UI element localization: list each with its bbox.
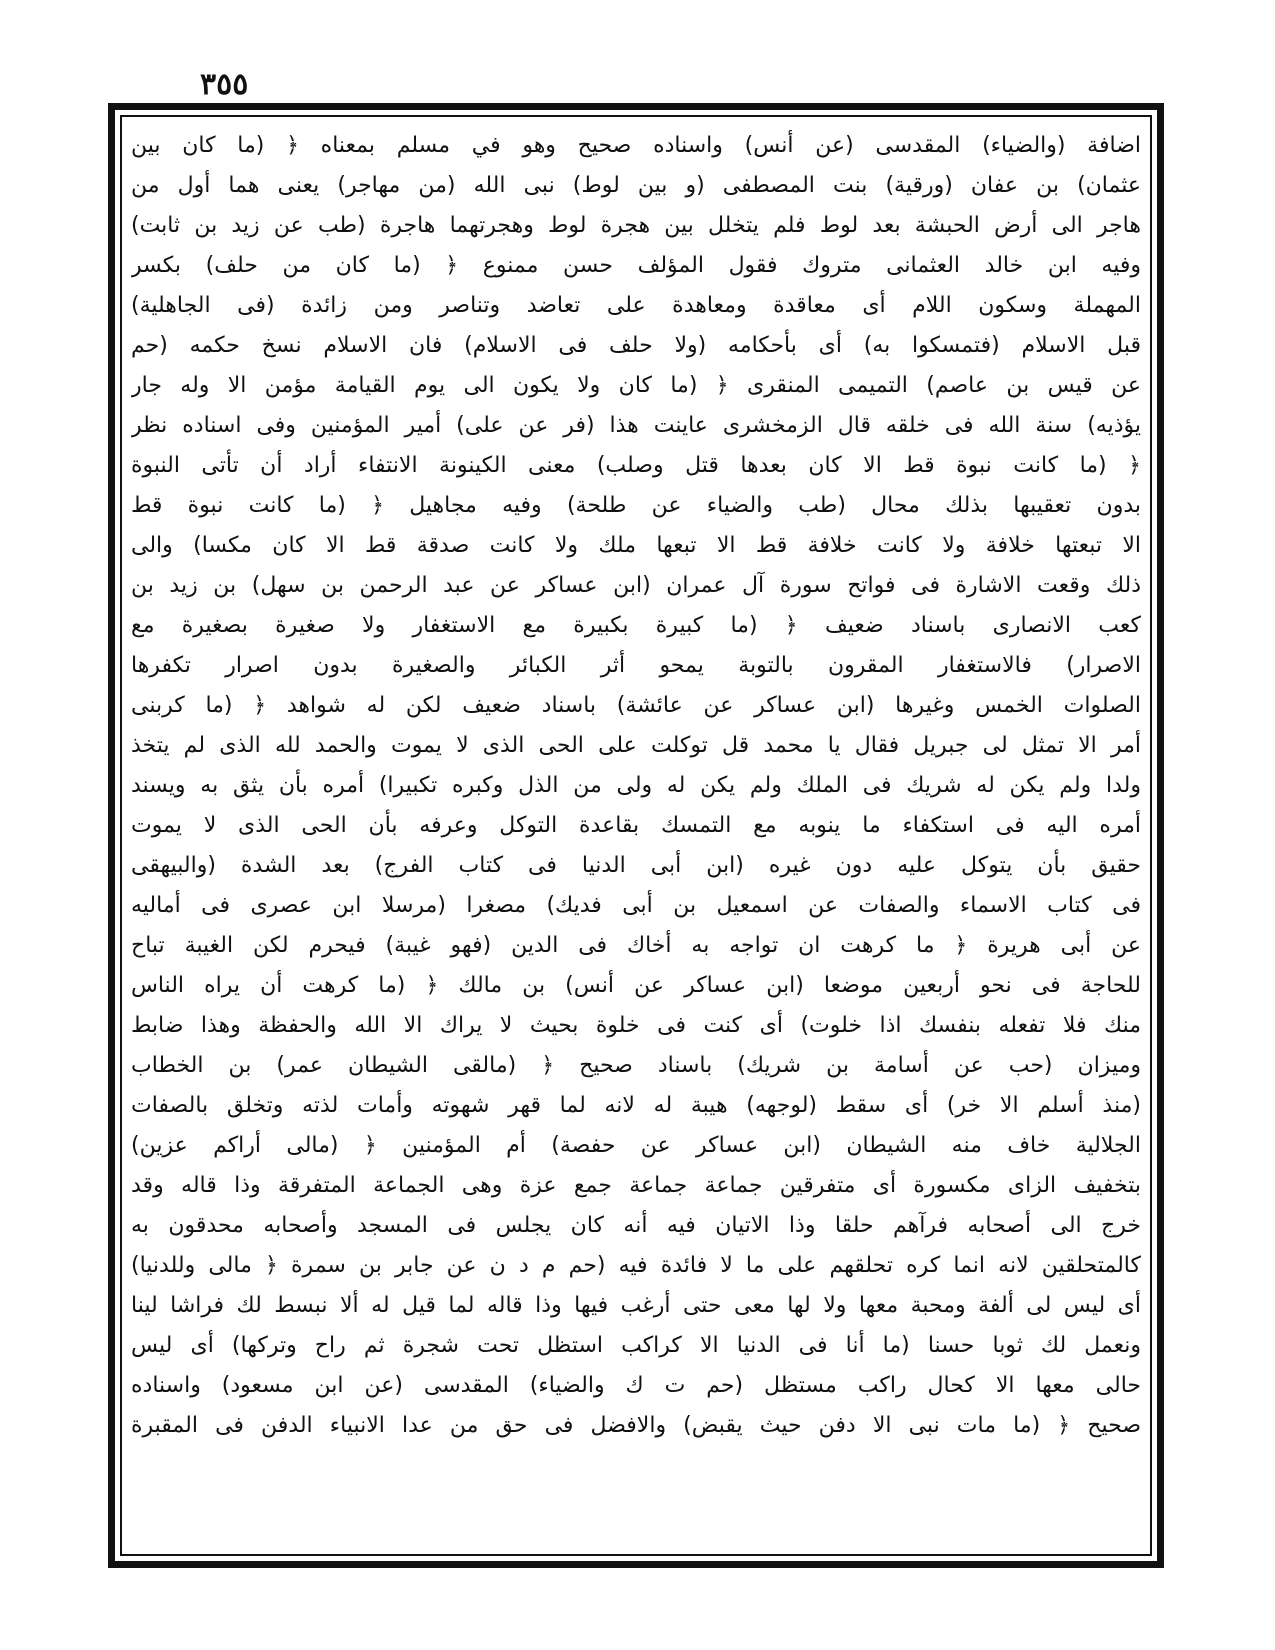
- text-line: وفيه ابن خالد العثمانى متروك فقول المؤلف حسن ممنوع ﴿ (ما كان من حلف) بكسر: [131, 253, 1141, 278]
- text-line: خرج الى أصحابه فرآهم حلقا وذا الاتيان فيه أنه كان يجلس فى المسجد وأصحابه محدقون به: [131, 1213, 1141, 1238]
- text-line: ولدا ولم يكن له شريك فى الملك ولم يكن له ولى من الذل وكبره تكبيرا) أمره بأن يثق به ويسند: [131, 773, 1141, 798]
- text-line: الجلالية خاف منه الشيطان (ابن عساكر عن حفصة) أم المؤمنين ﴿ (مالى أراكم عزين): [131, 1133, 1141, 1158]
- text-line: يؤذيه) سنة الله فى خلقه قال الزمخشرى عاينت هذا (فر عن على) أمير المؤمنين وفى اسناده نظر: [131, 413, 1141, 438]
- page-frame: [108, 103, 1164, 1568]
- text-line: هاجر الى أرض الحبشة بعد لوط فلم يتخلل بين هجرة لوط وهجرتهما هاجرة (طب عن زيد بن ثابت): [131, 213, 1141, 238]
- text-line: فى كتاب الاسماء والصفات عن اسمعيل بن أبى فديك) مصغرا (مرسلا ابن عصرى فى أماليه: [131, 893, 1141, 918]
- text-line: كالمتحلقين لانه انما كره تحلقهم على ما لا فائدة فيه (حم م د ن عن جابر بن سمرة ﴿ مالى وللدنيا): [131, 1253, 1141, 1278]
- text-line: ذلك وقعت الاشارة فى فواتح سورة آل عمران (ابن عساكر عن عبد الرحمن بن سهل) بن زيد بن: [131, 573, 1141, 598]
- text-line: أى ليس لى ألفة ومحبة معها ولا لها معى حتى أرغب فيها وذا قاله لما قيل له ألا نبسط لك فراشا لينا: [131, 1293, 1141, 1318]
- text-line: بدون تعقيبها بذلك محال (طب والضياء عن طلحة) وفيه مجاهيل ﴿ (ما كانت نبوة قط: [131, 493, 1141, 518]
- text-line: الاصرار) فالاستغفار المقرون بالتوبة يمحو أثر الكبائر والصغيرة بدون اصرار تكفرها: [131, 653, 1141, 678]
- text-line: أمر الا تمثل لى جبريل فقال يا محمد قل توكلت على الحى الذى لا يموت والحمد لله الذى لم يتخذ: [131, 733, 1141, 758]
- text-line: بتخفيف الزاى مكسورة أى متفرقين جماعة جماعة جمع عزة وهى الجماعة المتفرقة وذا قاله وقد: [131, 1173, 1141, 1198]
- text-line: قبل الاسلام (فتمسكوا به) أى بأحكامه (ولا حلف فى الاسلام) فان الاسلام نسخ حكمه (حم: [131, 333, 1141, 358]
- text-line: ونعمل لك ثوبا حسنا (ما أنا فى الدنيا الا كراكب استظل تحت شجرة ثم راح وتركها) أى ليس: [131, 1333, 1141, 1358]
- text-line: الا تبعتها خلافة ولا كانت خلافة قط الا تبعها ملك ولا كانت صدقة قط الا كان مكسا) والى: [131, 533, 1141, 558]
- text-line: عثمان) بن عفان (ورقية) بنت المصطفى (و بين لوط) نبى الله (من مهاجر) يعنى هما أول من: [131, 173, 1141, 198]
- text-line: منك فلا تفعله بنفسك اذا خلوت) أى كنت فى خلوة بحيث لا يراك الا الله والحفظة وهذا ضابط: [131, 1013, 1141, 1038]
- text-line: المهملة وسكون اللام أى معاقدة ومعاهدة على تعاضد وتناصر ومن زائدة (فى الجاهلية): [131, 293, 1141, 318]
- page-number: ٣٥٥: [200, 67, 249, 102]
- main-text: [131, 126, 1141, 1553]
- text-line: اضافة (والضياء) المقدسى (عن أنس) واسناده صحيح وهو في مسلم بمعناه ﴿ (ما كان بين: [131, 133, 1141, 158]
- text-line: أمره اليه فى استكفاء ما ينوبه مع التمسك بقاعدة التوكل وعرفه بأن الحى الذى لا يموت: [131, 813, 1141, 838]
- text-line: وميزان (حب عن أسامة بن شريك) باسناد صحيح ﴿ (مالقى الشيطان عمر) بن الخطاب: [131, 1053, 1141, 1078]
- text-line: حقيق بأن يتوكل عليه دون غيره (ابن أبى الدنيا فى كتاب الفرج) بعد الشدة (والبيهقى: [131, 853, 1141, 878]
- text-line: عن أبى هريرة ﴿ ما كرهت ان تواجه به أخاك فى الدين (فهو غيبة) فيحرم لكن الغيبة تباح: [131, 933, 1141, 958]
- text-line: صحيح ﴿ (ما مات نبى الا دفن حيث يقبض) والافضل فى حق من عدا الانبياء الدفن فى المقبرة: [131, 1413, 1141, 1438]
- text-line: ﴿ (ما كانت نبوة قط الا كان بعدها قتل وصلب) معنى الكينونة الانتفاء أراد أن تأتى النبوة: [131, 453, 1141, 478]
- text-line: حالى معها الا كحال راكب مستظل (حم ت ك والضياء) المقدسى (عن ابن مسعود) واسناده: [131, 1373, 1141, 1398]
- text-line: الصلوات الخمس وغيرها (ابن عساكر عن عائشة) باسناد ضعيف لكن له شواهد ﴿ (ما كربنى: [131, 693, 1141, 718]
- text-line: للحاجة فى نحو أربعين موضعا (ابن عساكر عن أنس) بن مالك ﴿ (ما كرهت أن يراه الناس: [131, 973, 1141, 998]
- text-line: عن قيس بن عاصم) التميمى المنقرى ﴿ (ما كان ولا يكون الى يوم القيامة مؤمن الا وله جار: [131, 373, 1141, 398]
- text-line: (منذ أسلم الا خر) أى سقط (لوجهه) هيبة له لانه لما قهر شهوته وأمات لذته وتخلق بالصفات: [131, 1093, 1141, 1118]
- text-line: كعب الانصارى باسناد ضعيف ﴿ (ما كبيرة بكبيرة مع الاستغفار ولا صغيرة بصغيرة مع: [131, 613, 1141, 638]
